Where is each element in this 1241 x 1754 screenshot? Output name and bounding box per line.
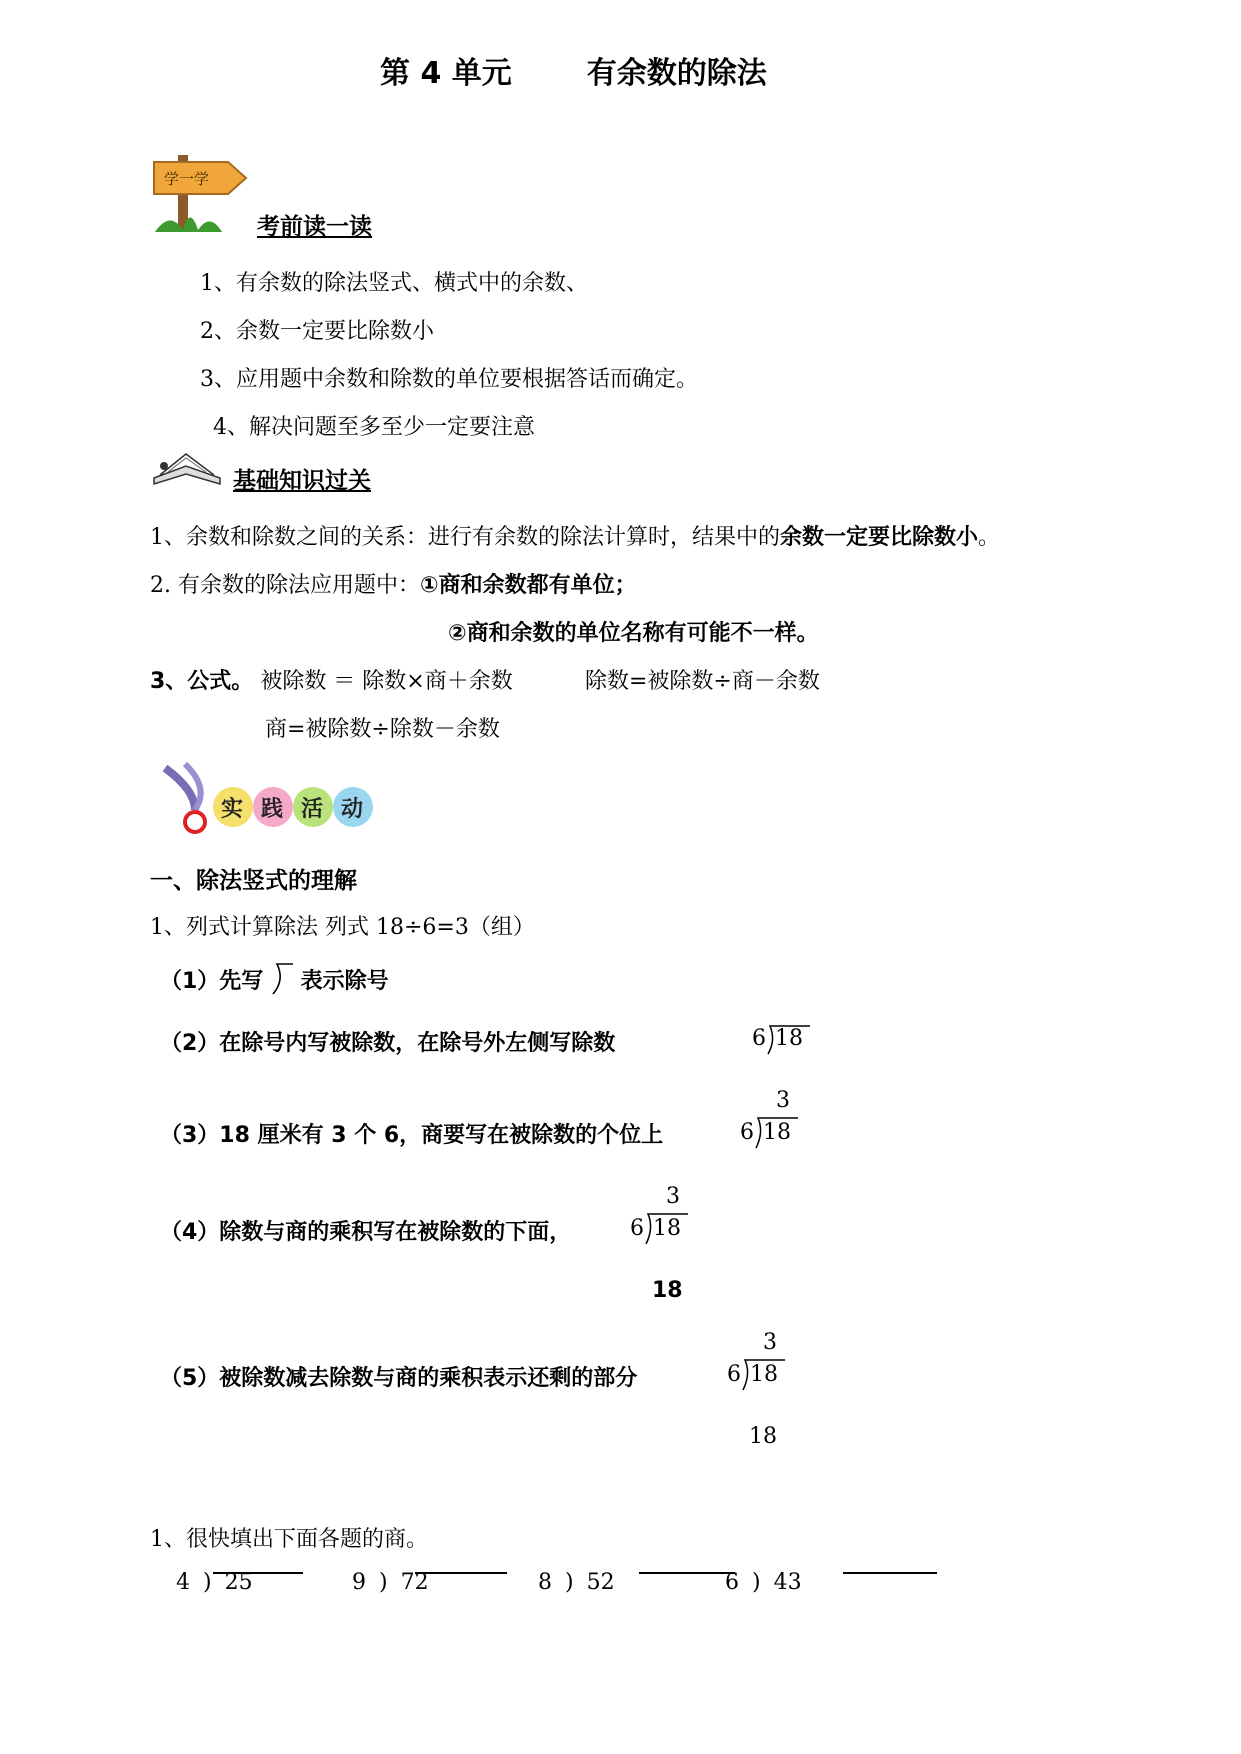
problem-divisor: 9 xyxy=(352,1570,366,1595)
read-item-1: 1、有余数的除法竖式、横式中的余数、 xyxy=(200,271,588,296)
heading-basic-knowledge: 基础知识过关 xyxy=(233,468,371,494)
signpost-icon xyxy=(150,150,250,240)
answer-blank-4[interactable] xyxy=(843,1572,937,1574)
division-example-4 xyxy=(630,1184,690,1304)
heading-read-before-exam: 考前读一读 xyxy=(257,214,372,240)
product: 18 xyxy=(652,1278,683,1303)
dividend: 18 xyxy=(653,1216,681,1241)
sign-label: 学一学 xyxy=(164,170,210,188)
problem-dividend: 25 xyxy=(224,1570,253,1595)
p1-end: 。 xyxy=(978,525,1001,550)
exercise-problem-3: 8 ) 52 xyxy=(538,1570,615,1595)
book-icon xyxy=(150,448,225,488)
problem-dividend: 52 xyxy=(586,1570,615,1595)
product: 18 xyxy=(749,1424,777,1449)
read-item-2: 2、余数一定要比除数小 xyxy=(200,319,434,344)
badge-char-4: 动 xyxy=(341,797,364,822)
exercise-problem-2: 9 ) 72 xyxy=(352,1570,429,1595)
answer-blank-2[interactable] xyxy=(415,1572,507,1574)
divisor: 6 xyxy=(727,1362,741,1387)
divisor: 6 xyxy=(630,1216,644,1241)
dividend: 18 xyxy=(775,1026,803,1051)
p2-text: 2. 有余数的除法应用题中： xyxy=(150,573,420,598)
badge-char-1: 实 xyxy=(221,797,244,822)
problem-divisor: 6 xyxy=(725,1570,739,1595)
answer-blank-1[interactable] xyxy=(213,1572,303,1574)
formula-quotient: 商=被除数÷除数－余数 xyxy=(265,717,500,742)
formula-dividend: 被除数 ＝ 除数×商＋余数 xyxy=(260,669,513,694)
step-1-text-a: （1）先写 xyxy=(160,969,264,994)
dividend: 18 xyxy=(763,1120,791,1145)
vertical-intro: 1、列式计算除法 列式 18÷6=3（组） xyxy=(150,915,535,940)
division-example-5 xyxy=(727,1330,787,1450)
badge-char-3: 活 xyxy=(301,797,324,822)
problem-divisor: 8 xyxy=(538,1570,552,1595)
p1-text: 1、余数和除数之间的关系：进行有余数的除法计算时，结果中的 xyxy=(150,525,780,550)
divisor: 6 xyxy=(752,1026,766,1051)
read-item-3: 3、应用题中余数和除数的单位要根据答话而确定。 xyxy=(200,367,698,392)
step-2: （2）在除号内写被除数，在除号外左侧写除数 xyxy=(160,1031,616,1056)
problem-dividend: 72 xyxy=(400,1570,429,1595)
badge-char-2: 践 xyxy=(261,797,284,822)
exercise-problem-1: 4 ) 25 xyxy=(176,1570,253,1595)
quotient: 3 xyxy=(763,1330,777,1355)
divisor: 6 xyxy=(740,1120,754,1145)
p2-bold-b: ②商和余数的单位名称有可能不一样。 xyxy=(448,621,819,646)
problem-divisor: 4 xyxy=(176,1570,190,1595)
step-1-text-b: 表示除号 xyxy=(300,969,389,994)
p2-bold-a: ①商和余数都有单位； xyxy=(419,573,637,598)
answer-blank-3[interactable] xyxy=(639,1572,735,1574)
p3-bold: 3、公式。 xyxy=(150,669,254,694)
exercise-problem-4: 6 ) 43 xyxy=(725,1570,802,1595)
basic-paragraph-2 xyxy=(150,568,637,599)
division-example-3 xyxy=(740,1088,800,1158)
step-3: （3）18 厘米有 3 个 6，商要写在被除数的个位上 xyxy=(160,1123,664,1148)
problem-dividend: 43 xyxy=(773,1570,802,1595)
formula-divisor: 除数=被除数÷商－余数 xyxy=(585,669,820,694)
step-1 xyxy=(160,962,389,996)
heading-vertical-division: 一、除法竖式的理解 xyxy=(150,868,357,894)
activity-badge-icon xyxy=(155,760,385,842)
quotient: 3 xyxy=(666,1184,680,1209)
basic-paragraph-3 xyxy=(150,664,513,695)
read-item-4: 4、解决问题至多至少一定要注意 xyxy=(213,415,535,440)
division-example-2 xyxy=(752,1014,812,1064)
basic-paragraph-1 xyxy=(150,520,1000,551)
unit-label: 第 4 单元 xyxy=(380,56,512,91)
exercise-heading: 1、很快填出下面各题的商。 xyxy=(150,1527,428,1552)
dividend: 18 xyxy=(750,1362,778,1387)
step-5: （5）被除数减去除数与商的乘积表示还剩的部分 xyxy=(160,1366,638,1391)
page-title xyxy=(380,48,767,92)
quotient: 3 xyxy=(776,1088,790,1113)
unit-name: 有余数的除法 xyxy=(586,56,767,91)
division-bracket-icon xyxy=(271,962,293,996)
p1-bold: 余数一定要比除数小 xyxy=(780,525,979,550)
step-4: （4）除数与商的乘积写在被除数的下面， xyxy=(160,1220,572,1245)
